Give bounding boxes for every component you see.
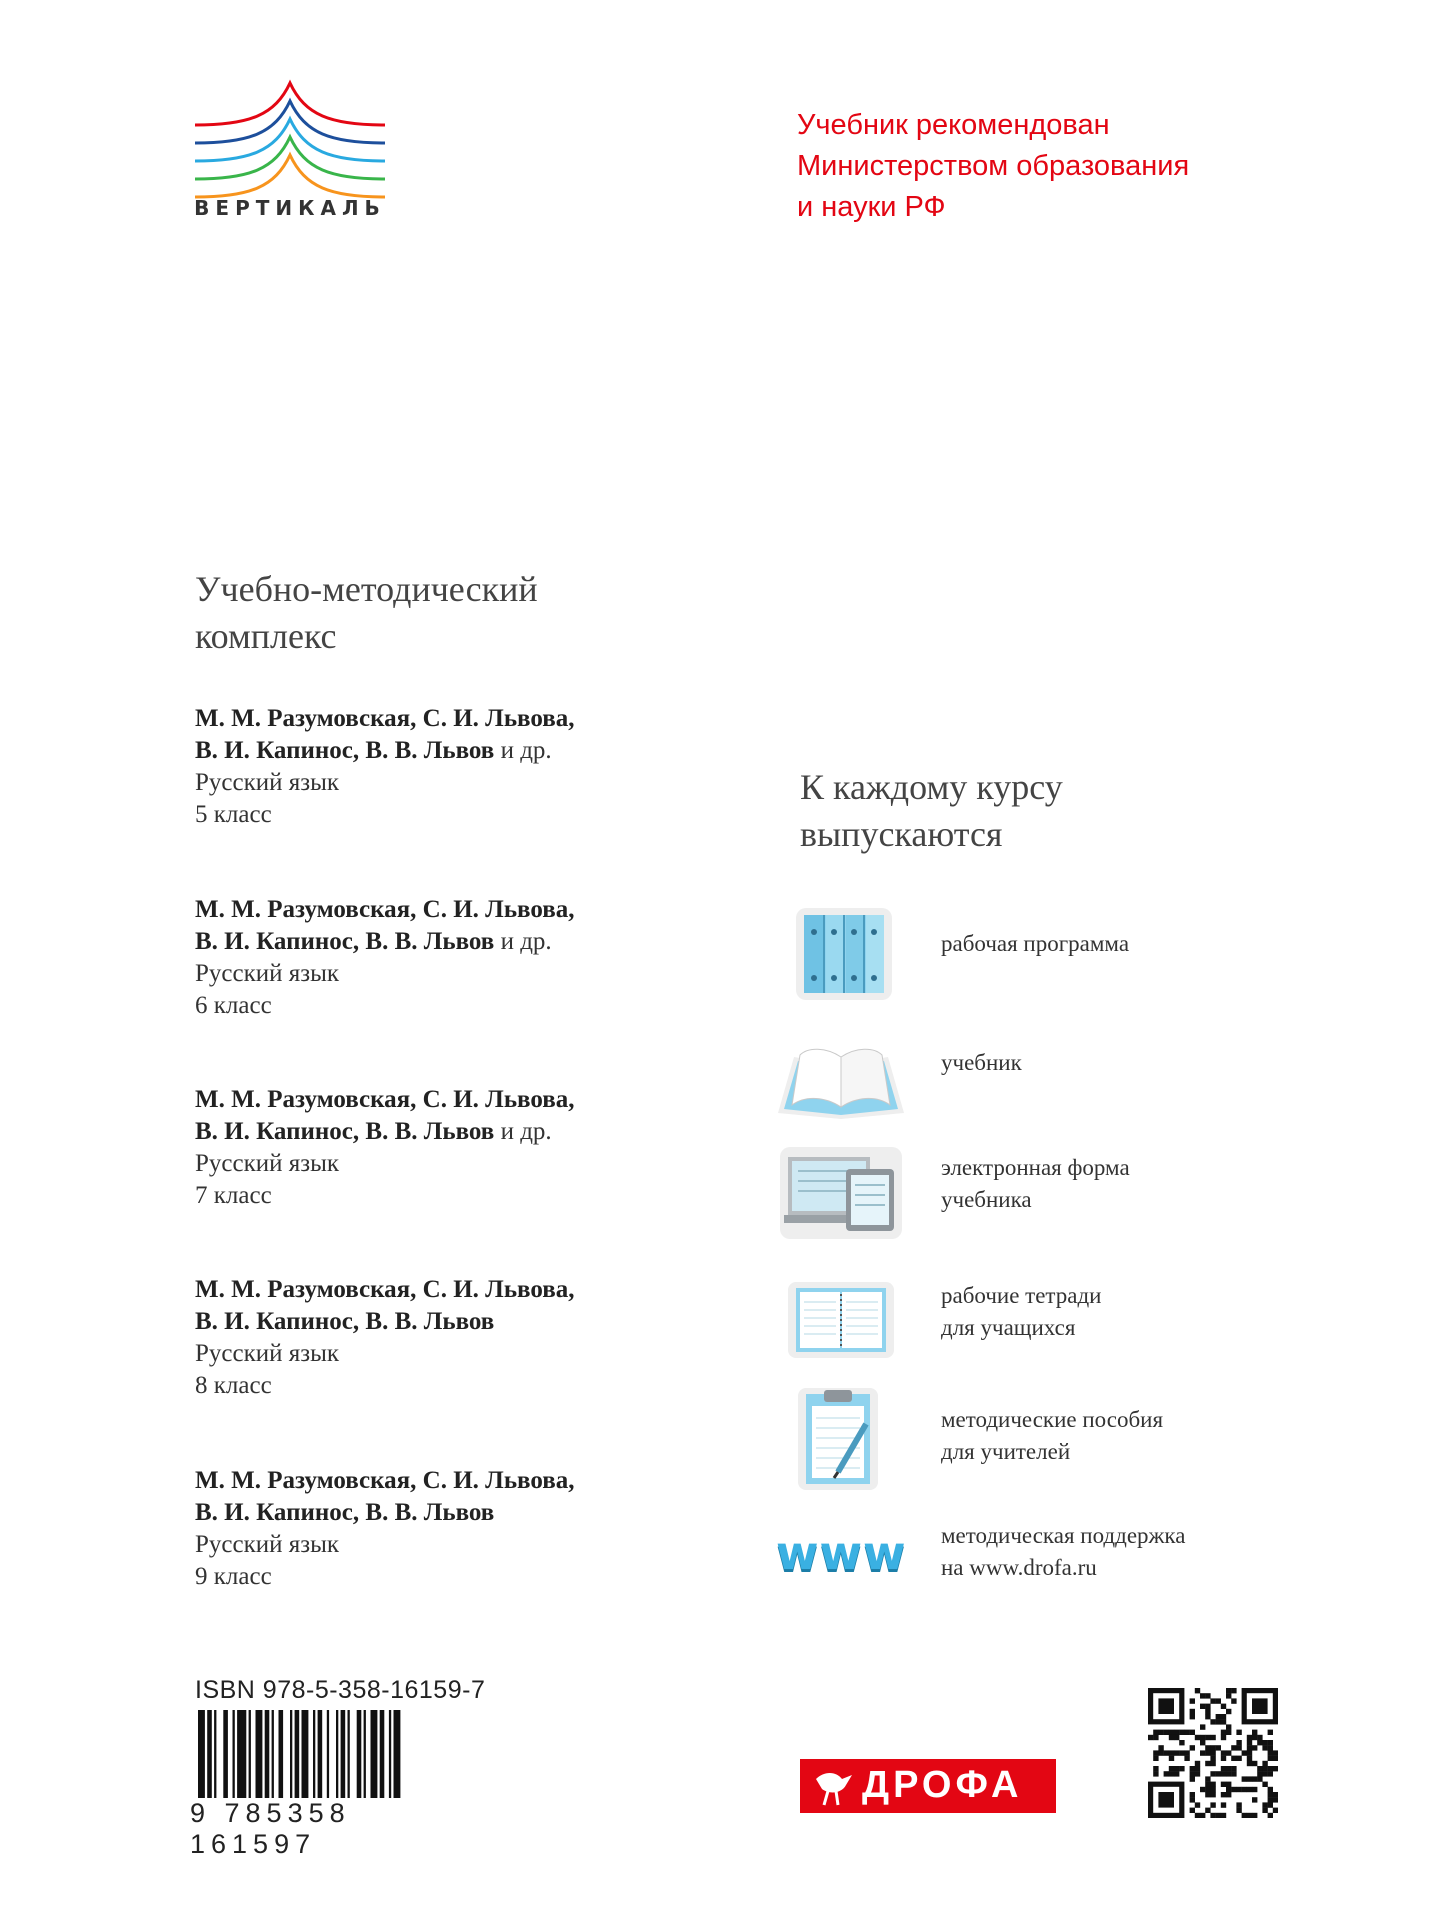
book-subject: Русский язык bbox=[195, 1531, 340, 1558]
kit-item-label: учебник bbox=[941, 1050, 1022, 1075]
kit-item bbox=[776, 898, 1456, 1008]
book-subject: Русский язык bbox=[195, 1340, 340, 1367]
kit-item-label: учебника bbox=[941, 1187, 1032, 1212]
book-grade: 9 класс bbox=[195, 1563, 272, 1590]
recommendation-line: Учебник рекомендован bbox=[797, 109, 1110, 141]
book-entry bbox=[195, 1465, 575, 1593]
recommendation-line: Министерством образования bbox=[797, 150, 1190, 182]
book-entry bbox=[195, 1084, 575, 1212]
kit-item-label: электронная форма bbox=[941, 1155, 1130, 1180]
authors-line: М. М. Разумовская, С. И. Львова, bbox=[195, 1086, 575, 1113]
kit-item-label: для учащихся bbox=[941, 1315, 1076, 1340]
course-heading-line: К каждому курсу bbox=[800, 767, 1063, 807]
book-entry bbox=[195, 894, 575, 1022]
course-heading-line: выпускаются bbox=[800, 814, 1003, 854]
bird-icon bbox=[812, 1765, 856, 1807]
www-icon: www bbox=[776, 1526, 907, 1580]
clipboard-icon bbox=[776, 1384, 906, 1494]
recommendation-text bbox=[797, 105, 1189, 228]
authors-line: В. И. Капинос, В. В. Львов bbox=[195, 928, 495, 955]
authors-line: В. И. Капинос, В. В. Львов bbox=[195, 1308, 495, 1335]
book-subject: Русский язык bbox=[195, 1150, 340, 1177]
devices-icon bbox=[776, 1138, 906, 1248]
kit-item-label: рабочая программа bbox=[941, 931, 1130, 956]
authors-suffix: и др. bbox=[494, 737, 552, 764]
isbn-text: ISBN 978-5-358-16159-7 bbox=[195, 1676, 486, 1704]
notebook-icon bbox=[776, 1265, 906, 1375]
binder-icon bbox=[776, 898, 906, 1008]
authors-line: М. М. Разумовская, С. И. Львова, bbox=[195, 1276, 575, 1303]
kit-item-label: рабочие тетради bbox=[941, 1283, 1102, 1308]
authors-suffix: и др. bbox=[494, 928, 552, 955]
umk-heading-line: комплекс bbox=[195, 616, 337, 656]
authors-line: М. М. Разумовская, С. И. Львова, bbox=[195, 896, 575, 923]
open-book-icon bbox=[776, 1025, 906, 1135]
authors-suffix: и др. bbox=[494, 1118, 552, 1145]
authors-line: В. И. Капинос, В. В. Львов bbox=[195, 1499, 495, 1526]
kit-item bbox=[776, 1265, 1456, 1375]
book-subject: Русский язык bbox=[195, 960, 340, 987]
publisher-name: ДРОФА bbox=[862, 1764, 1023, 1806]
authors-line: М. М. Разумовская, С. И. Львова, bbox=[195, 1467, 575, 1494]
kit-item bbox=[776, 1138, 1456, 1248]
book-subject: Русский язык bbox=[195, 769, 340, 796]
book-grade: 7 класс bbox=[195, 1182, 272, 1209]
book-entry bbox=[195, 703, 575, 831]
authors-line: В. И. Капинос, В. В. Львов bbox=[195, 737, 495, 764]
kit-item-label: на www.drofa.ru bbox=[941, 1555, 1097, 1580]
qr-code-icon bbox=[1148, 1688, 1278, 1818]
kit-item bbox=[776, 1516, 1456, 1626]
kit-item-label: методические пособия bbox=[941, 1407, 1164, 1432]
kit-item bbox=[776, 1384, 1456, 1494]
barcode-number: 9 785358 161597 bbox=[190, 1798, 480, 1860]
course-heading bbox=[800, 764, 1063, 858]
book-grade: 8 класс bbox=[195, 1372, 272, 1399]
book-grade: 5 класс bbox=[195, 801, 272, 828]
book-entry bbox=[195, 1274, 575, 1402]
kit-item-label: методическая поддержка bbox=[941, 1523, 1186, 1548]
logo-wordmark: ВЕРТИКАЛЬ bbox=[194, 196, 386, 220]
umk-heading bbox=[195, 566, 538, 660]
kit-item-label: для учителей bbox=[941, 1439, 1071, 1464]
recommendation-line: и науки РФ bbox=[797, 191, 946, 223]
book-grade: 6 класс bbox=[195, 992, 272, 1019]
authors-line: М. М. Разумовская, С. И. Львова, bbox=[195, 705, 575, 732]
umk-heading-line: Учебно-методический bbox=[195, 569, 538, 609]
authors-line: В. И. Капинос, В. В. Львов bbox=[195, 1118, 495, 1145]
kit-item bbox=[776, 1025, 1456, 1135]
